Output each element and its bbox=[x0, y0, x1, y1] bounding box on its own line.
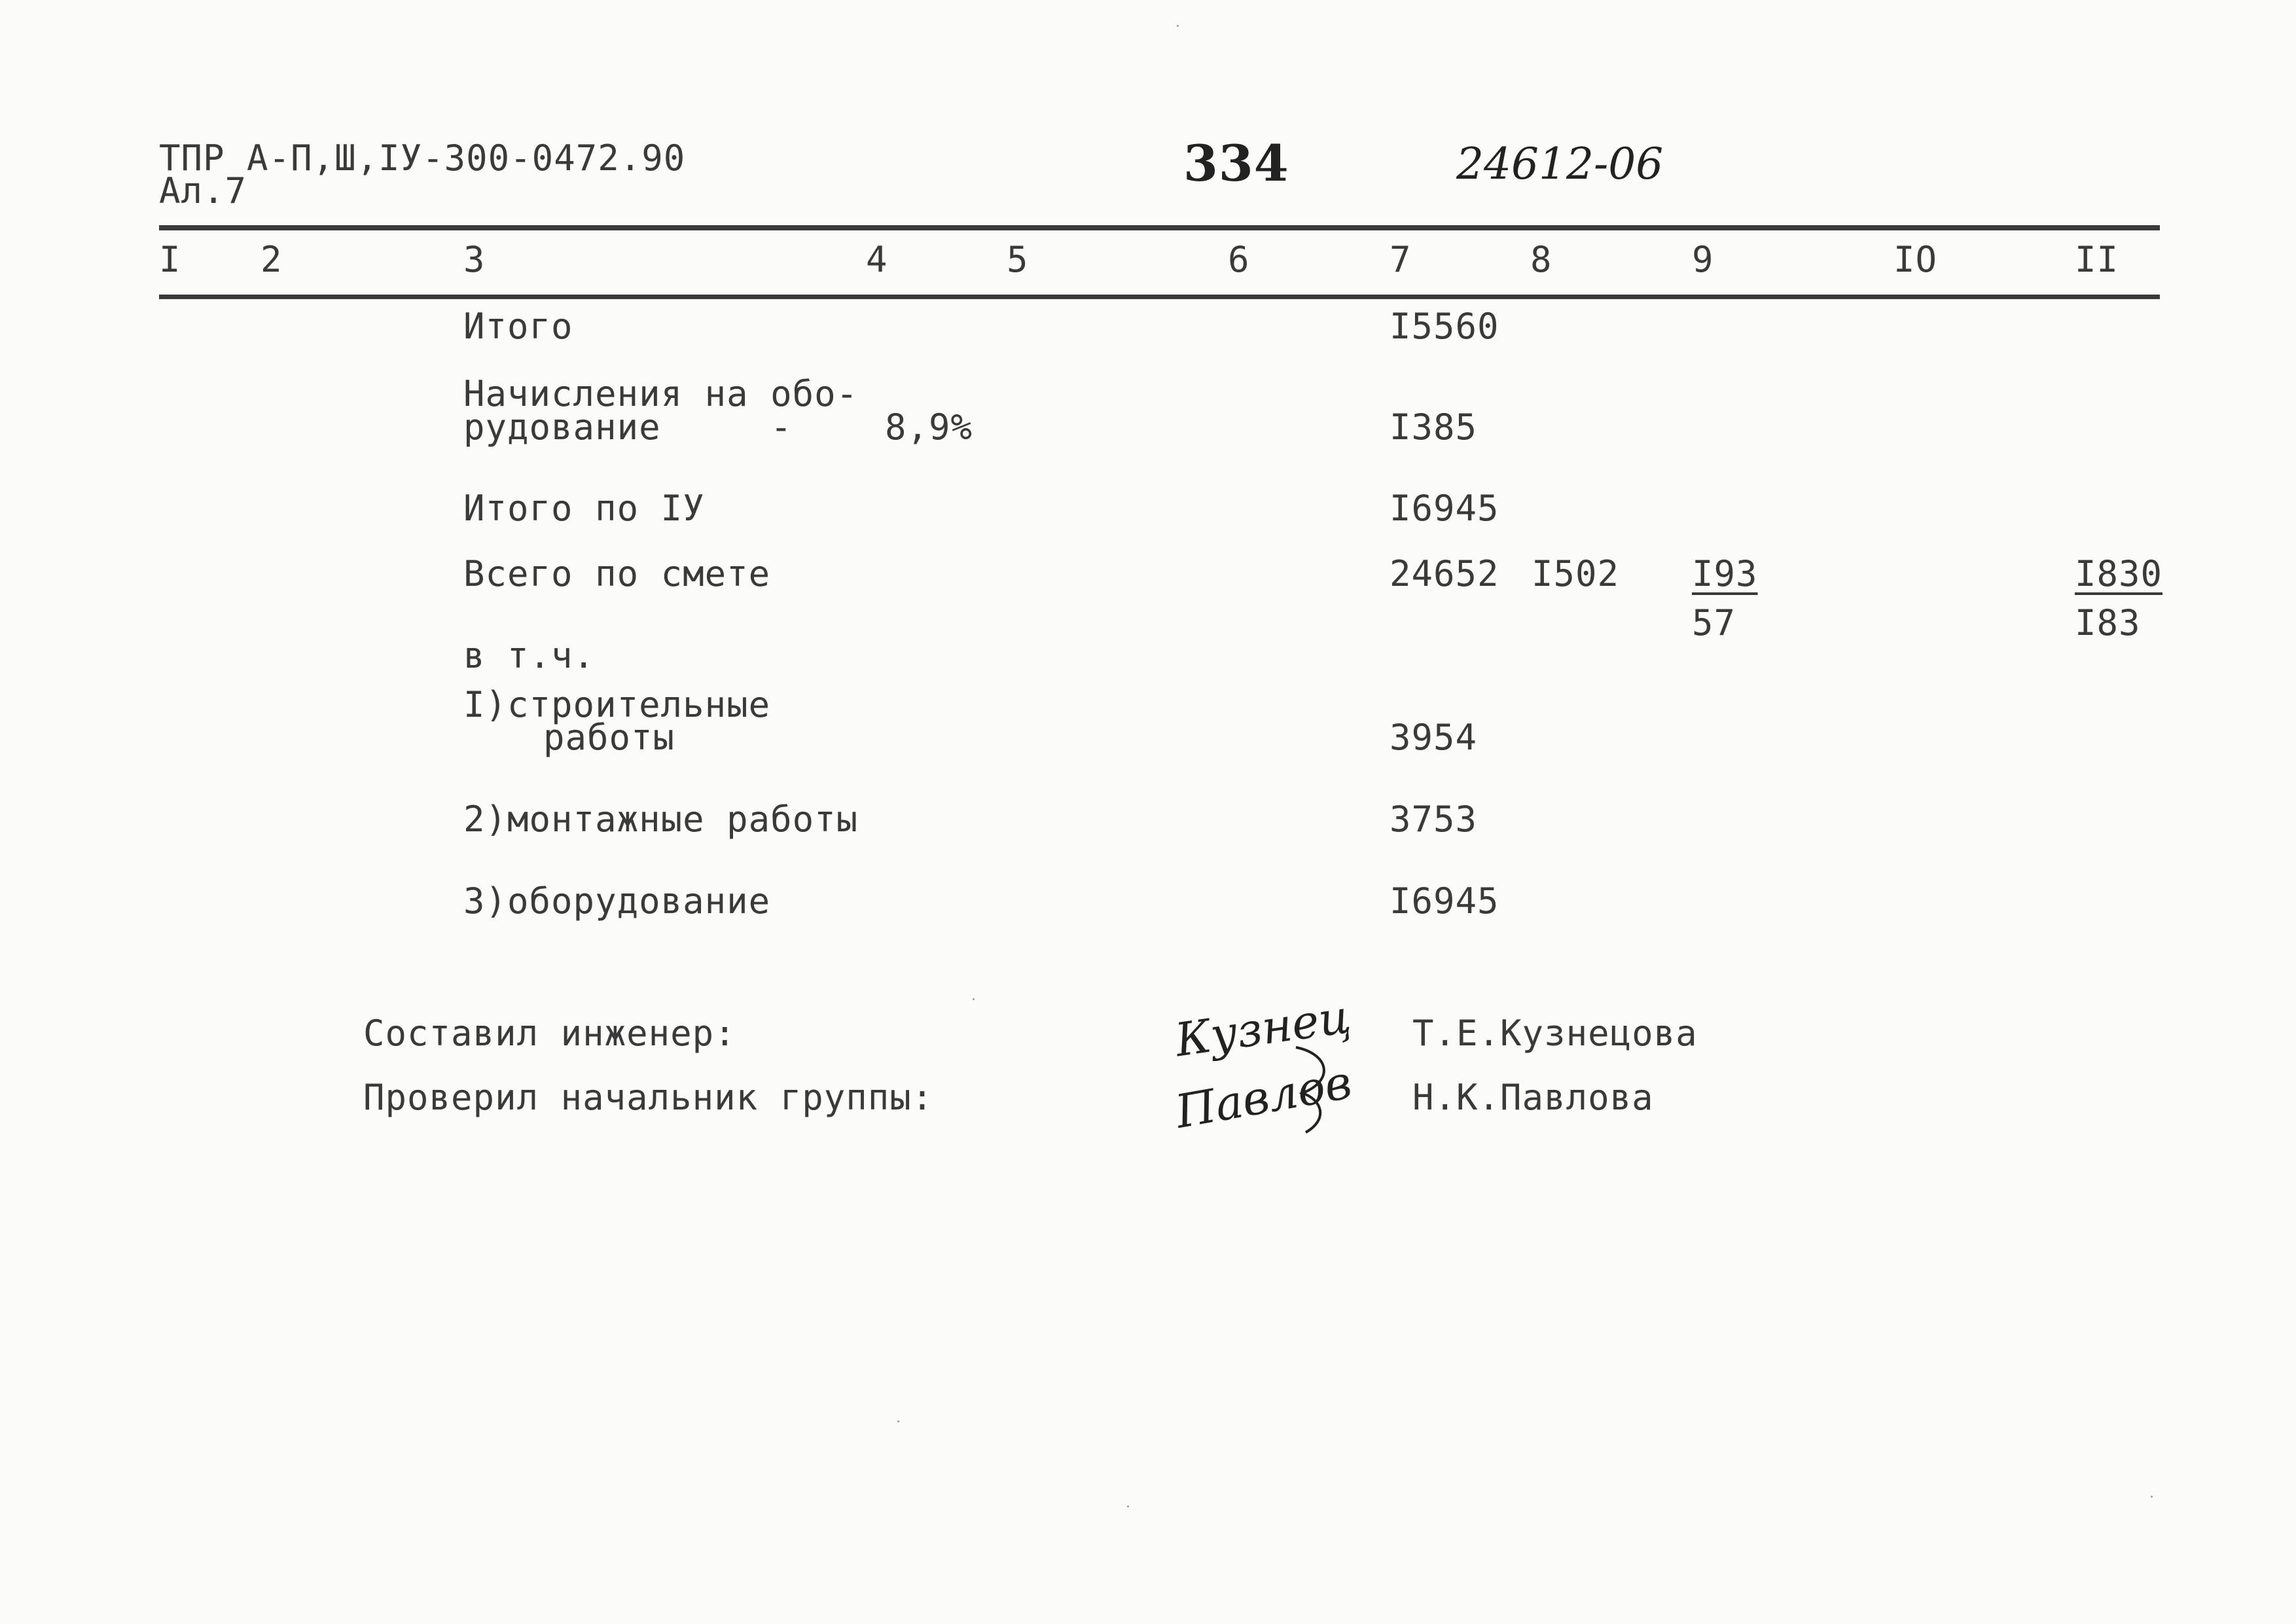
row-oborud-col7: I6945 bbox=[1390, 880, 1499, 922]
signature-flourish bbox=[1276, 1034, 1355, 1139]
row-montazh-col7: 3753 bbox=[1390, 799, 1478, 840]
composed-name: Т.Е.Кузнецова bbox=[1412, 1013, 1698, 1054]
col-header-5: 5 bbox=[1007, 239, 1029, 280]
col-header-7: 7 bbox=[1390, 239, 1412, 280]
row-vsego-col9-bottom: 57 bbox=[1692, 602, 1736, 643]
composed-signature: Кузнец bbox=[1172, 989, 1354, 1068]
checked-name: Н.К.Павлова bbox=[1412, 1077, 1654, 1118]
row-vsego-col8: I502 bbox=[1532, 553, 1620, 594]
checked-label: Проверил начальник группы: bbox=[363, 1077, 934, 1118]
row-oborud-label: 3)оборудование bbox=[463, 880, 771, 922]
album-number: Ал.7 bbox=[159, 170, 247, 211]
scan-speck bbox=[2151, 1496, 2153, 1498]
row-nachisl-label-1: Начисления на обо- bbox=[463, 373, 859, 414]
col-header-2: 2 bbox=[260, 239, 283, 280]
composed-label: Составил инженер: bbox=[363, 1013, 736, 1054]
scan-speck bbox=[1177, 25, 1179, 27]
col-header-6: 6 bbox=[1228, 239, 1250, 280]
col-header-8: 8 bbox=[1530, 239, 1552, 280]
row-nachisl-label-2: рудование - bbox=[463, 406, 793, 448]
row-stroit-label-2: работы bbox=[543, 717, 675, 758]
checked-signature: Павлов bbox=[1171, 1055, 1356, 1139]
handwritten-reference: 24612-06 bbox=[1456, 139, 1664, 189]
row-nachisl-col4: 8,9% bbox=[885, 406, 973, 448]
row-vsego-col9-top: I93 bbox=[1692, 553, 1758, 594]
row-itogo-col7: I5560 bbox=[1390, 306, 1499, 347]
page-number: 334 bbox=[1183, 134, 1289, 192]
row-stroit-label-1: I)строительные bbox=[463, 684, 771, 725]
scan-speck bbox=[973, 998, 975, 1000]
row-itogo-label: Итого bbox=[463, 306, 573, 347]
col-header-11: II bbox=[2075, 239, 2119, 280]
col-header-10: IO bbox=[1893, 239, 1938, 280]
row-nachisl-col7: I385 bbox=[1390, 406, 1478, 448]
col-header-9: 9 bbox=[1692, 239, 1714, 280]
col-header-3: 3 bbox=[463, 239, 486, 280]
table-header-bottom-rule bbox=[159, 295, 2160, 299]
row-itogo-iu-label: Итого по IУ bbox=[463, 488, 705, 529]
row-vtch-label: в т.ч. bbox=[463, 635, 596, 676]
col-header-4: 4 bbox=[866, 239, 888, 280]
row-vsego-col7: 24652 bbox=[1390, 553, 1499, 594]
row-vsego-label: Всего по смете bbox=[463, 553, 771, 594]
row-montazh-label: 2)монтажные работы bbox=[463, 799, 859, 840]
col-header-1: I bbox=[159, 239, 181, 280]
row-stroit-col7: 3954 bbox=[1390, 717, 1478, 758]
row-itogo-iu-col7: I6945 bbox=[1390, 488, 1499, 529]
document-code: ТПР А-П,Ш,IУ-300-0472.90 bbox=[159, 137, 686, 179]
row-vsego-col11-top: I830 bbox=[2075, 553, 2163, 594]
table-top-rule bbox=[159, 225, 2160, 230]
scan-speck bbox=[897, 1420, 899, 1422]
scan-speck bbox=[1127, 1506, 1129, 1507]
row-vsego-col11-bottom: I83 bbox=[2075, 602, 2141, 643]
